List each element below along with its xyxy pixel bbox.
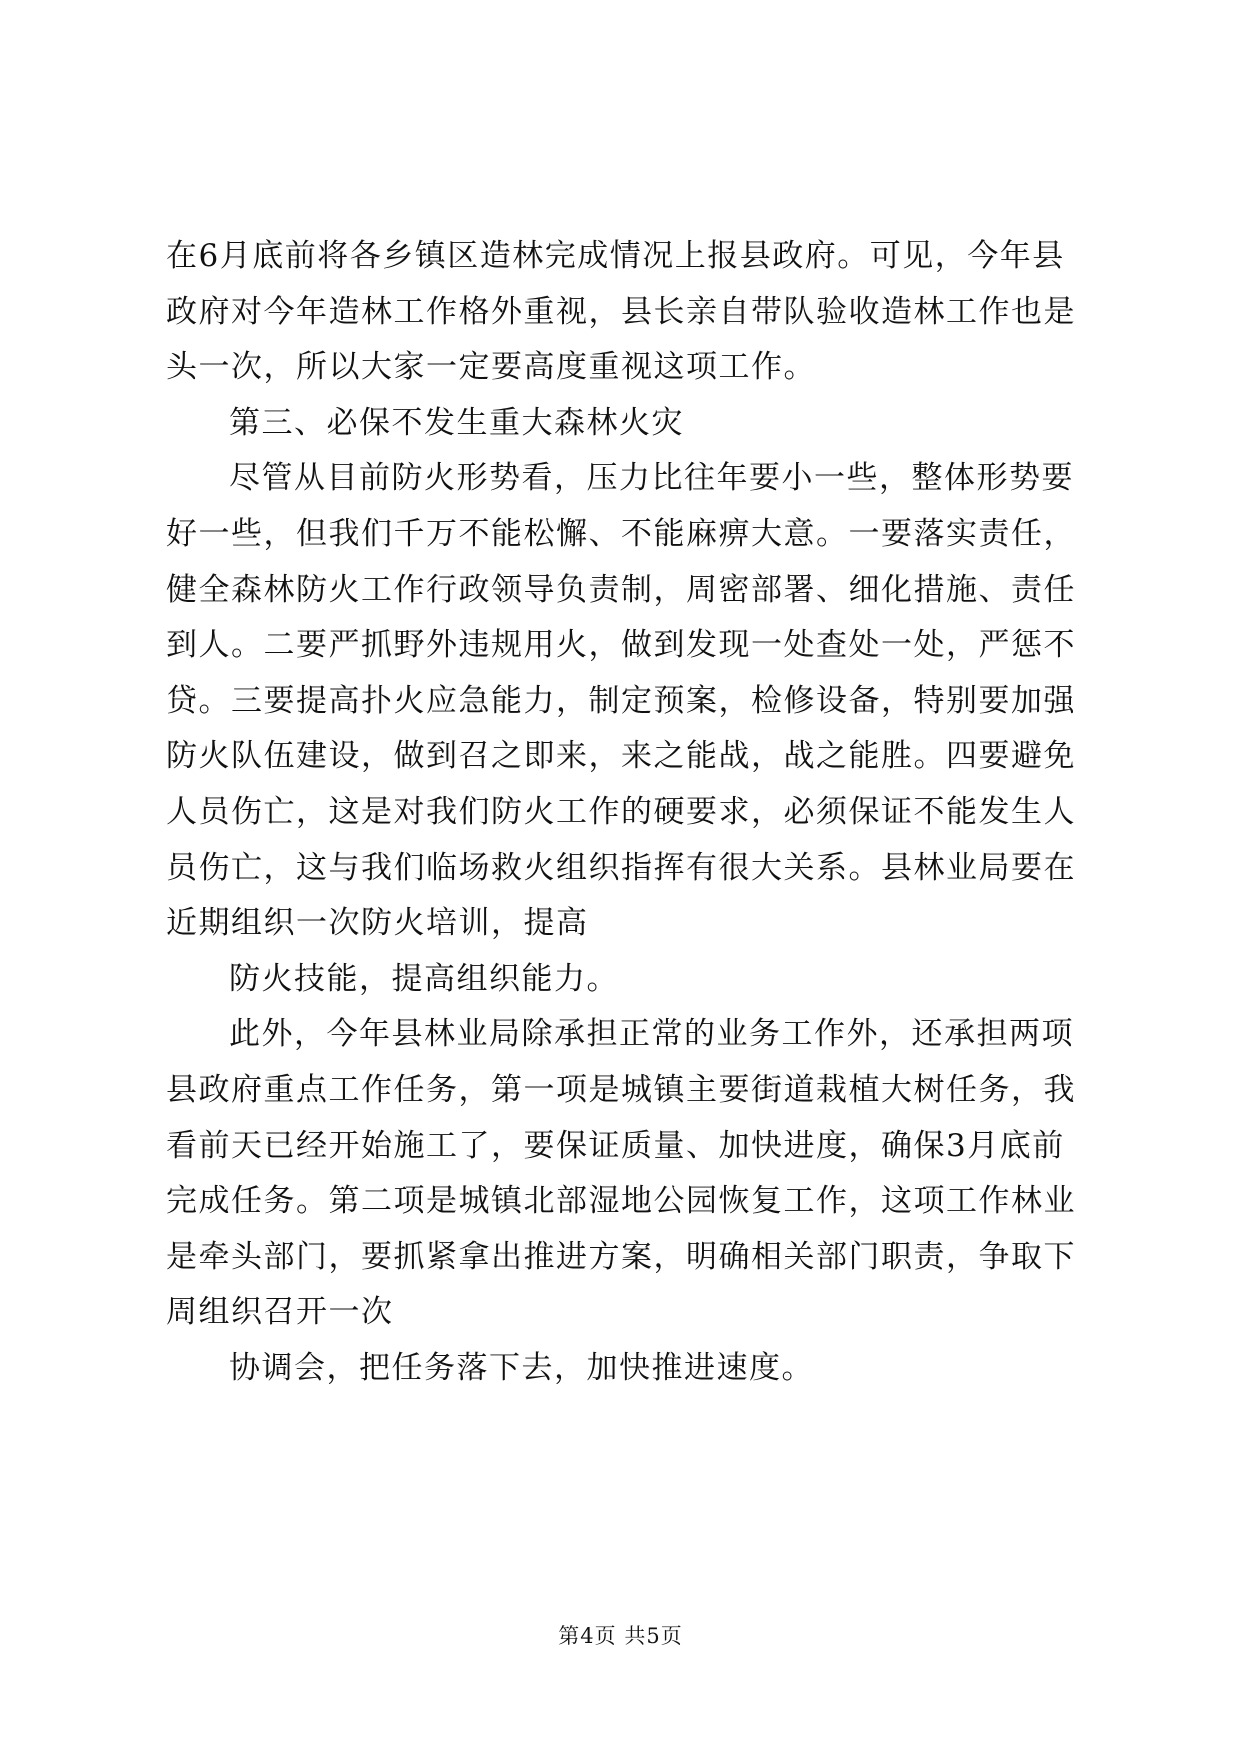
text-line: 健全森林防火工作行政领导负责制，周密部署、细化措施、责任 — [166, 571, 1076, 608]
text-line: 看前天已经开始施工了，要保证质量、加快进度，确保3月底前 — [166, 1127, 1065, 1164]
document-body — [166, 229, 1086, 1396]
text-line: 防火队伍建设，做到召之即来，来之能战，战之能胜。四要避免 — [166, 738, 1076, 775]
text-line: 政府对今年造林工作格外重视，县长亲自带队验收造林工作也是 — [166, 293, 1076, 330]
text-line: 头一次，所以大家一定要高度重视这项工作。 — [166, 349, 816, 386]
text-line: 到人。二要严抓野外违规用火，做到发现一处查处一处，严惩不 — [166, 627, 1076, 664]
text-line: 县政府重点工作任务，第一项是城镇主要街道栽植大树任务，我 — [166, 1071, 1076, 1108]
text-line: 员伤亡，这与我们临场救火组织指挥有很大关系。县林业局要在 — [166, 849, 1076, 886]
text-line: 此外，今年县林业局除承担正常的业务工作外，还承担两项 — [229, 1016, 1074, 1053]
text-line: 人员伤亡，这是对我们防火工作的硬要求，必须保证不能发生人 — [166, 793, 1076, 830]
text-line: 尽管从目前防火形势看，压力比往年要小一些，整体形势要 — [229, 460, 1074, 497]
text-line: 完成任务。第二项是城镇北部湿地公园恢复工作，这项工作林业 — [166, 1183, 1076, 1220]
section-heading: 第三、必保不发生重大森林火灾 — [229, 404, 684, 441]
text-line: 是牵头部门，要抓紧拿出推进方案，明确相关部门职责，争取下 — [166, 1238, 1076, 1275]
text-line: 协调会，把任务落下去，加快推进速度。 — [229, 1349, 814, 1386]
text-line: 防火技能，提高组织能力。 — [229, 960, 619, 997]
text-line: 近期组织一次防火培训，提高 — [166, 905, 589, 942]
text-line: 在6月底前将各乡镇区造林完成情况上报县政府。可见，今年县 — [166, 238, 1065, 274]
text-line: 贷。三要提高扑火应急能力，制定预案，检修设备，特别要加强 — [166, 682, 1076, 719]
text-line: 好一些，但我们千万不能松懈、不能麻痹大意。一要落实责任， — [166, 515, 1076, 552]
text-line: 周组织召开一次 — [166, 1294, 394, 1331]
page-number-footer: 第4页 共5页 — [558, 1624, 683, 1648]
